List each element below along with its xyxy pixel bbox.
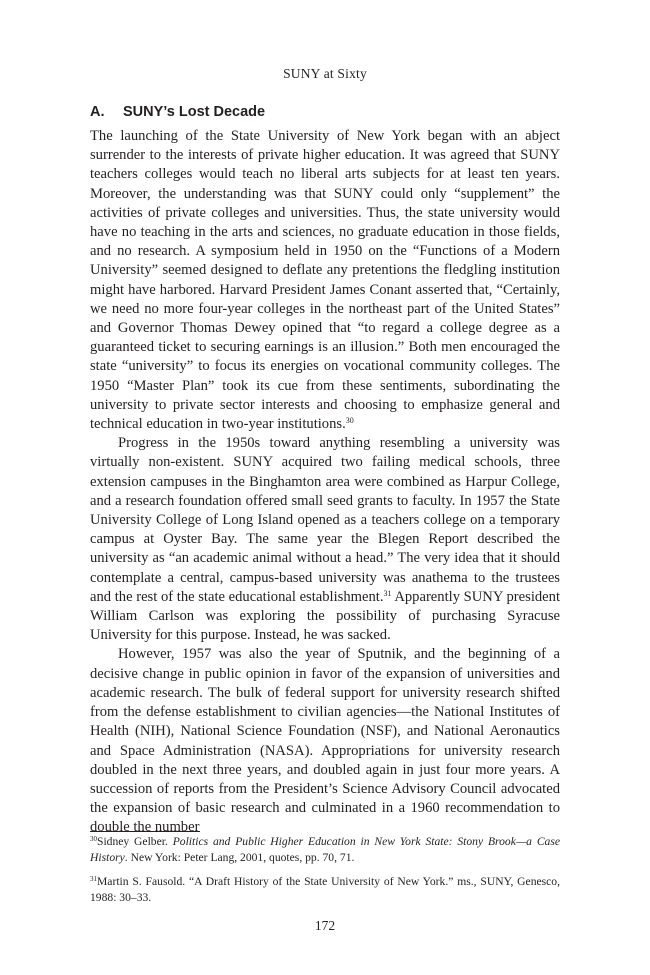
section-title: SUNY’s Lost Decade [123, 104, 266, 120]
section-letter: A. [90, 104, 105, 120]
section-heading [90, 104, 560, 120]
footnote-ref-30: 30 [345, 416, 354, 426]
body-text [90, 127, 560, 838]
page-number: 172 [314, 918, 336, 933]
paragraph-2 [90, 434, 560, 645]
footnote-31 [90, 874, 560, 906]
paragraph-1 [90, 127, 560, 434]
footnote-number: 30 [90, 835, 97, 843]
footnote-text: Martin S. Fausold. “A Draft History of the State University of New York.” ms., SUNY, Genesco, 1988: 30–33. [90, 875, 560, 904]
footnote-text: Sidney Gelber. [97, 835, 173, 848]
footnote-separator [90, 831, 200, 832]
running-head: SUNY at Sixty [283, 66, 367, 81]
footnote-book-title: Politics and Public Higher Education in New York State: Stony Brook—a Case History [90, 835, 561, 864]
footnotes [90, 834, 560, 914]
footnote-number: 31 [90, 875, 97, 883]
paragraph-text: The launching of the State University of New York began with an abject surrender to the interests of private higher education. It was agreed that SUNY teachers colleges would teach no liberal arts subjects for at least ten years. Moreover, the understanding was that SUNY could only “supplement” the activities of private colleges and universities. Thus, the state university would have no teaching in the arts and sciences, no graduate education in those fields, and no research. A symposium held in 1950 on the “Functions of a Modern University” seemed designed to deflate any pretentions the fledgling institution might have harbored. Harvard President James Conant asserted that, “Certainly, we need no more four-year colleges in the northeast part of the United States” and Governor Thomas Dewey opined that “to regard a college degree as a guaranteed ticket to securing earnings is an illusion.” Both men encouraged the state “university” to focus its energies on vocational community colleges. The 1950 “Master Plan” took its cue from these sentiments, subordinating the university to private sector interests and choosing to emphasize general and technical education in two-year institutions. [90, 128, 560, 433]
paragraph-text: However, 1957 was also the year of Sputnik, and the beginning of a decisive change in public opinion in favor of the expansion of universities and academic research. The bulk of federal support for university research shifted from the defense establishment to civilian agencies—the National Institutes of Health (NIH), National Science Foundation (NSF), and National Aeronautics and Space Administration (NASA). Appropriations for university research doubled in the next three years, and doubled again in just four more years. A succession of reports from the President’s Science Advisory Council advocated the expansion of basic research and culminated in a 1960 recommendation to double the number [90, 646, 560, 836]
paragraph-text: Progress in the 1950s toward anything resembling a university was virtually non-existent. SUNY acquired two failing medical schools, three extension campuses in the Binghamton area were combined as Harpur College, and a research foundation offered small seed grants to faculty. In 1957 the State University College of Long Island opened as a teachers college on a temporary campus at Oyster Bay. The same year the Blegen Report described the university as “an academic animal without a head.” The very idea that it should contemplate a central, campus-based university was anathema to the trustees and the rest of the state educational establishment. [90, 435, 560, 605]
paragraph-text-continued: Apparently SUNY president William Carlson was exploring the possibility of purchasing Syracuse University for this purpose. Instead, he was sacked. [90, 588, 560, 644]
footnote-30 [90, 834, 560, 866]
footnote-ref-31: 31 [383, 588, 392, 598]
paragraph-3 [90, 645, 560, 837]
footnote-text-end: . New York: Peter Lang, 2001, quotes, pp. 70, 71. [124, 851, 355, 864]
